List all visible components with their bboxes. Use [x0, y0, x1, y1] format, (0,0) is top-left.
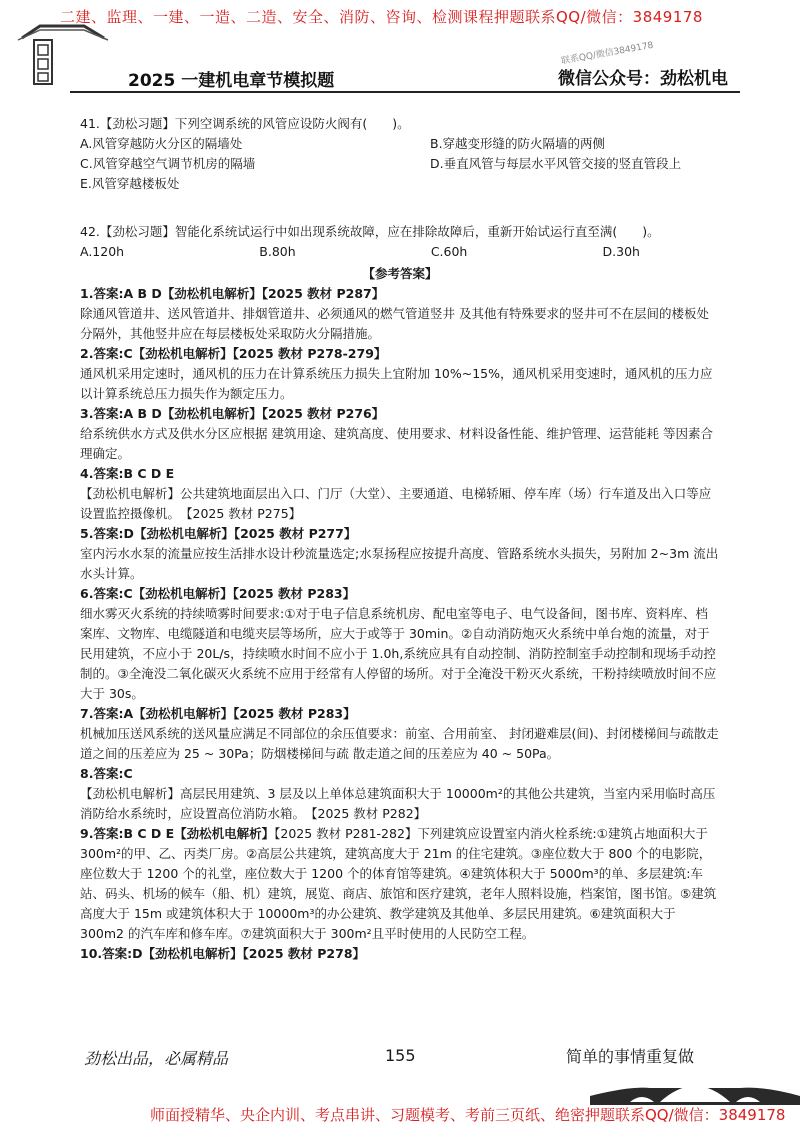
- reference-answers-heading: 【参考答案】: [362, 266, 438, 281]
- answer-heading: 4.答案:B C D E: [80, 466, 175, 481]
- top-contact-banner: 二建、监理、一建、一造、二造、安全、消防、咨询、检测课程押题联系QQ/微信：3849178: [60, 8, 703, 26]
- answer-explanation: 机械加压送风系统的送风量应满足不同部位的余压值要求：前室、合用前室、 封闭避难层(间)、封闭楼梯间与疏散走道之间的压差应为 25 ~ 30Pa；防烟楼梯间与疏 散走道之间的压差应为 40 ~ 50Pa。: [80, 726, 719, 761]
- answer-item: [80, 344, 720, 404]
- answer-explanation: 除通风管道井、送风管道井、排烟管道井、必须通风的燃气管道竖井 及其他有特殊要求的竖井可不在层间的楼板处分隔外，其他竖井应在每层楼板处采取防火分隔措施。: [80, 306, 709, 341]
- answer-item: [80, 404, 720, 464]
- header-divider: [70, 91, 740, 93]
- decorative-frame-logo: [12, 18, 112, 90]
- answer-explanation-text: 【2025 教材 P281-282】下列建筑应设置室内消火栓系统:①建筑占地面积大于 300m²的甲、乙、丙类厂房。②高层公共建筑，建筑高度大于 21m 的住宅建筑。③座位数大于 800 个的电影院，座位数大于 1200 个的礼堂，座位数大于 1200 个的体育馆等建筑。④建筑体积大于 5000m³的单、多层建筑:车站、码头、机场的候车（船、机）建筑，展览、商店、旅馆和医疗建筑，老年人照料设施，档案馆，图书馆。⑤建筑高度大于 15m 或建筑体积大于 10000m³的办公建筑、教学建筑及其他单、多层民用建筑。⑥建筑面积大于 300m2 的汽车库和修车库。⑦建筑面积大于 300m²且平时使用的人民防空工程。: [80, 826, 717, 941]
- answer-item: [80, 524, 720, 584]
- answer-item: [80, 704, 720, 764]
- answer-heading: 2.答案:C【劲松机电解析】【2025 教材 P278-279】: [80, 346, 387, 361]
- footer-slogan-left: 劲松出品，必属精品: [84, 1049, 229, 1068]
- question-41-stem: 41.【劲松习题】下列空调系统的风管应设防火阀有( )。: [80, 116, 410, 131]
- answer-heading: 10.答案:D【劲松机电解析】【2025 教材 P278】: [80, 946, 366, 961]
- option: C.风管穿越空气调节机房的隔墙: [80, 156, 256, 171]
- answer-item: [80, 284, 720, 344]
- option: B.80h: [259, 244, 296, 259]
- answer-item: [80, 584, 720, 704]
- answer-item: [80, 764, 720, 824]
- page-title: 2025 一建机电章节模拟题: [128, 71, 335, 91]
- answer-explanation: 通风机采用定速时，通风机的压力在计算系统压力损失上宜附加 10%~15%，通风机采用变速时，通风机的压力应以计算系统总压力损失作为额定压力。: [80, 366, 713, 401]
- answer-explanation: 细水雾灭火系统的持续喷雾时间要求:①对于电子信息系统机房、配电室等电子、电气设备间，图书库、资料库、档案库、文物库、电缆隧道和电缆夹层等场所，应大于或等于 30min。②自动消防炮灭火系统中单台炮的流量，对于民用建筑，不应小于 20L/s，持续喷水时间不应小于 1.0h,系统应具有自动控制、消防控制室手动控制和现场手动控制的。③全淹没二氧化碳灭火系统不应用于经常有人停留的场所。对于全淹没干粉灭火系统，干粉持续喷放时间不应大于 30s。: [80, 606, 717, 701]
- option: D.垂直风管与每层水平风管交接的竖直管段上: [430, 156, 682, 171]
- answer-item: [80, 824, 720, 944]
- answer-item: [80, 944, 720, 964]
- answer-item: [80, 464, 720, 524]
- answer-explanation: [80, 824, 720, 944]
- answer-explanation: 给系统供水方式及供水分区应根据 建筑用途、建筑高度、使用要求、材料设备性能、维护管理、运营能耗 等因素合理确定。: [80, 426, 713, 461]
- question-42-stem: 42.【劲松习题】智能化系统试运行中如出现系统故障，应在排除故障后，重新开始试运行直至满( )。: [80, 224, 660, 239]
- answer-heading: 1.答案:A B D【劲松机电解析】【2025 教材 P287】: [80, 286, 385, 301]
- answer-heading: 5.答案:D【劲松机电解析】【2025 教材 P277】: [80, 526, 357, 541]
- bottom-contact-banner: 师面授精华、央企内训、考点串讲、习题模考、考前三页纸、绝密押题联系QQ/微信：3849178: [150, 1106, 786, 1124]
- option: D.30h: [602, 244, 640, 259]
- question-42-options: [80, 242, 640, 262]
- option: E.风管穿越楼板处: [80, 176, 180, 191]
- page-number: 155: [385, 1046, 416, 1065]
- answer-heading: 6.答案:C【劲松机电解析】【2025 教材 P283】: [80, 586, 356, 601]
- footer-slogan-right: 简单的事情重复做: [566, 1047, 695, 1066]
- question-41-options: [80, 134, 720, 194]
- answer-explanation: 【劲松机电解析】公共建筑地面层出入口、门厅（大堂）、主要通道、电梯轿厢、停车库（场）行车道及出入口等应设置监控摄像机。 【2025 教材 P275】: [80, 486, 712, 521]
- answer-explanation: 室内污水水泵的流量应按生活排水设计秒流量选定;水泵扬程应按提升高度、管路系统水头损失，另附加 2~3m 流出水头计算。: [80, 546, 719, 581]
- option: A.风管穿越防火分区的隔墙处: [80, 136, 243, 151]
- option: C.60h: [430, 244, 468, 259]
- answer-heading: 7.答案:A【劲松机电解析】【2025 教材 P283】: [80, 706, 356, 721]
- watermark: 联系QQ/微信3849178: [560, 40, 655, 67]
- option: B.穿越变形缝的防火隔墙的两侧: [430, 136, 606, 151]
- wechat-account: 微信公众号：劲松机电: [558, 69, 728, 89]
- answer-heading: 9.答案:B C D E【劲松机电解析】: [80, 826, 275, 841]
- document-body: [80, 100, 720, 964]
- option: A.120h: [80, 244, 125, 259]
- answer-heading: 3.答案:A B D【劲松机电解析】【2025 教材 P276】: [80, 406, 385, 421]
- answer-heading: 8.答案:C: [80, 766, 133, 781]
- answer-explanation: 【劲松机电解析】高层民用建筑、3 层及以上单体总建筑面积大于 10000m²的其他公共建筑，当室内采用临时高压消防给水系统时，应设置高位消防水箱。 【2025 教材 P282】: [80, 786, 716, 821]
